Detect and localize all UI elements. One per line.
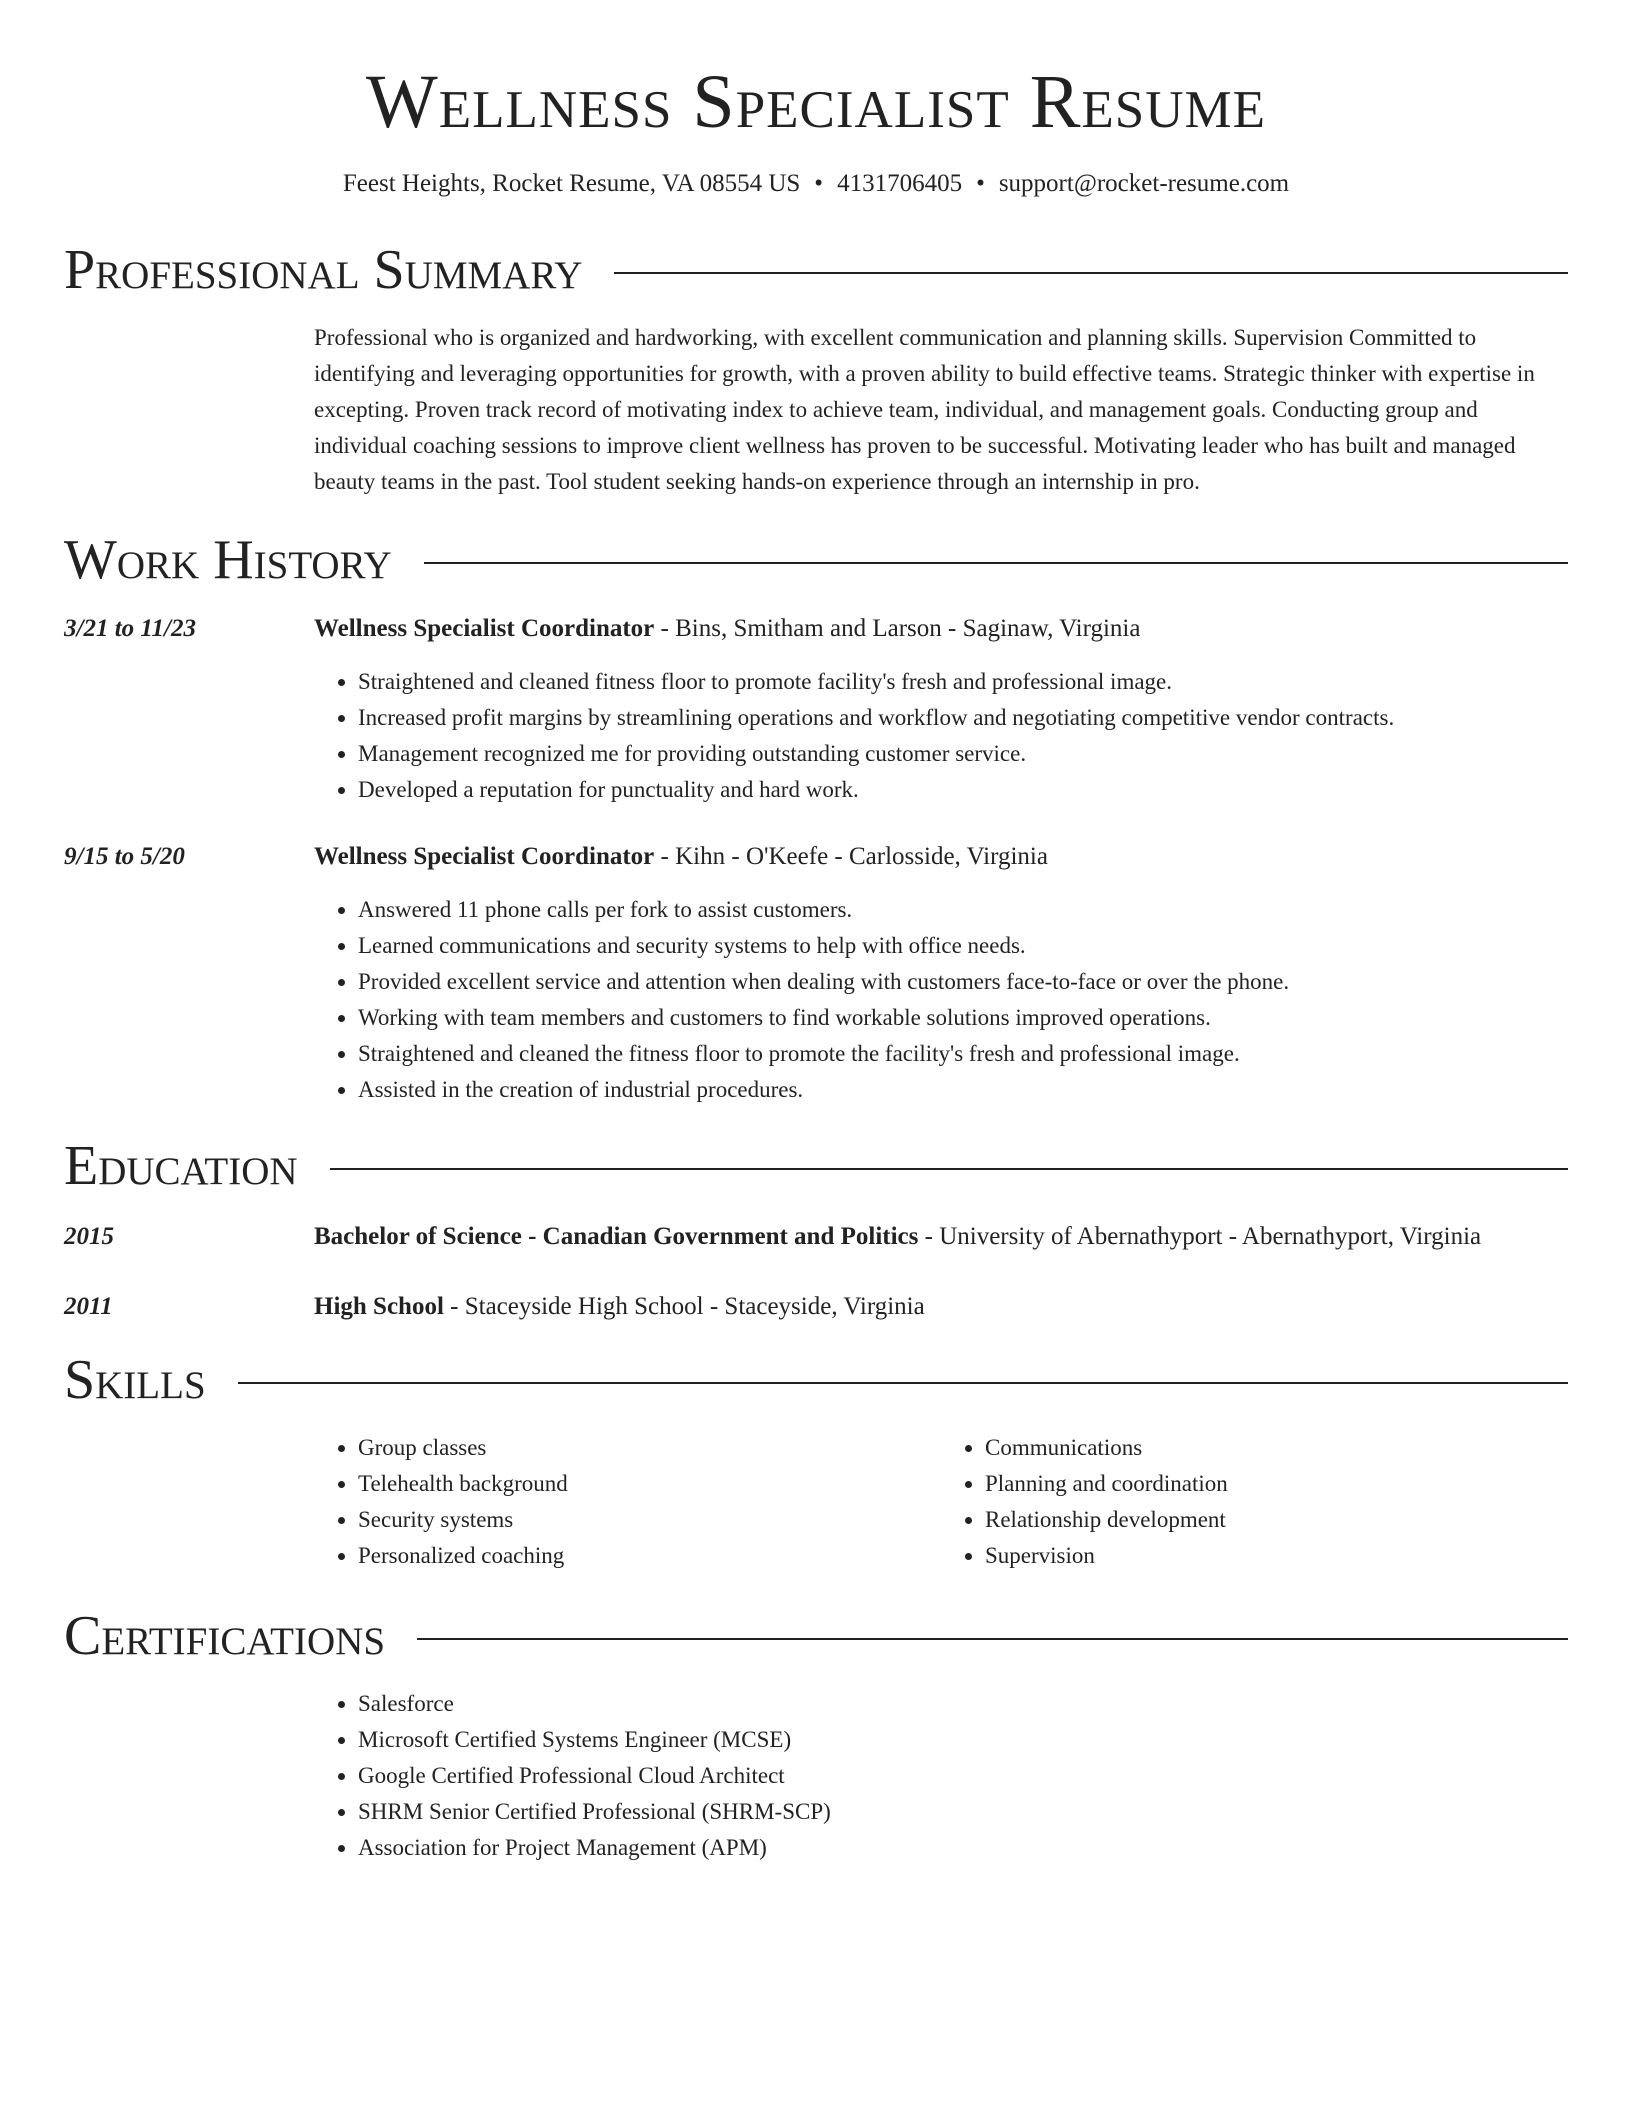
list-item: • Personalized coaching [358,1538,941,1574]
list-item: • Provided excellent service and attention when dealing with customers face-to-face or over the phone. [358,964,1568,1000]
education-heading: Education [64,1135,298,1197]
job-heading [314,612,1568,646]
job-bullets [314,664,1568,808]
job-entry [64,840,1568,1108]
skills-list-left [314,1430,941,1574]
list-item: • Association for Project Management (APM) [358,1830,1568,1866]
job-title: Wellness Specialist Coordinator [314,615,655,642]
list-item: • Group classes [358,1430,941,1466]
list-item: • Planning and coordination [985,1466,1568,1502]
summary-text: Professional who is organized and hardworking, with excellent communication and planning skills. Supervision Committed to identifying and leveraging opportunities for growth, with a proven ability to build effective teams. Strategic thinker with expertise in excepting. Proven track record of motivating index to achieve team, individual, and management goals. Conducting group and individual coaching sessions to improve client wellness has proven to be successful. Motivating leader who has built and managed beauty teams in the past. Tool student seeking hands-on experience through an internship in pro. [314,325,1535,494]
contact-line [64,170,1568,198]
job-entry [64,612,1568,808]
skills-list-right [941,1430,1568,1574]
summary-heading: Professional Summary [64,239,583,301]
section-divider [238,1382,1568,1384]
education-degree: Bachelor of Science - Canadian Government and Politics [314,1223,919,1250]
education-degree: High School [314,1293,444,1320]
list-item: • Microsoft Certified Systems Engineer (MCSE) [358,1722,1568,1758]
list-item: • SHRM Senior Certified Professional (SHRM-SCP) [358,1794,1568,1830]
list-item: • Straightened and cleaned fitness floor to promote facility's fresh and professional image. [358,664,1568,700]
list-item: • Supervision [985,1538,1568,1574]
education-entry [64,1220,1568,1254]
certifications-section-heading [64,1605,1568,1667]
job-details: - Bins, Smitham and Larson - Saginaw, Virginia [654,615,1141,642]
education-details: - University of Abernathyport - Abernathyport, Virginia [918,1223,1482,1250]
contact-address: Feest Heights, Rocket Resume, VA 08554 US [342,170,801,197]
certifications-list [314,1686,1568,1866]
list-item: • Google Certified Professional Cloud Architect [358,1758,1568,1794]
list-item: • Increased profit margins by streamlining operations and workflow and negotiating competitive vendor contracts. [358,700,1568,736]
education-year: 2015 [64,1223,114,1250]
job-dates: 3/21 to 11/23 [64,615,196,642]
contact-separator: • [814,170,824,197]
section-divider [417,1638,1568,1640]
list-item: • Straightened and cleaned the fitness floor to promote the facility's fresh and professional image. [358,1036,1568,1072]
list-item: • Learned communications and security systems to help with office needs. [358,928,1568,964]
list-item: • Assisted in the creation of industrial procedures. [358,1072,1568,1108]
summary-row [64,320,1568,500]
list-item: • Management recognized me for providing outstanding customer service. [358,736,1568,772]
list-item: • Telehealth background [358,1466,941,1502]
list-item: • Security systems [358,1502,941,1538]
section-divider [424,562,1568,564]
certifications-row [64,1686,1568,1866]
list-item: • Relationship development [985,1502,1568,1538]
contact-phone: 4131706405 [837,170,963,197]
job-details: - Kihn - O'Keefe - Carlosside, Virginia [654,843,1048,870]
section-divider [330,1168,1568,1170]
list-item: • Developed a reputation for punctuality and hard work. [358,772,1568,808]
work-heading: Work History [64,529,392,591]
skills-row [64,1430,1568,1574]
work-section-heading [64,529,1568,591]
list-item: • Communications [985,1430,1568,1466]
education-section-heading [64,1135,1568,1197]
skills-section-heading [64,1349,1568,1411]
list-item: • Salesforce [358,1686,1568,1722]
section-divider [614,272,1568,274]
summary-section-heading [64,239,1568,301]
skills-heading: Skills [64,1349,206,1411]
education-year: 2011 [64,1293,113,1320]
certifications-heading: Certifications [64,1605,386,1667]
education-entry [64,1290,1568,1324]
job-bullets [314,892,1568,1108]
list-item: • Answered 11 phone calls per fork to assist customers. [358,892,1568,928]
job-dates: 9/15 to 5/20 [64,843,185,870]
contact-email: support@rocket-resume.com [998,170,1290,197]
contact-separator: • [976,170,985,197]
list-item: • Working with team members and customers to find workable solutions improved operations. [358,1000,1568,1036]
education-details: - Staceyside High School - Staceyside, Virginia [443,1293,925,1320]
skills-grid [314,1430,1568,1574]
job-title: Wellness Specialist Coordinator [314,843,655,870]
resume-title: Wellness Specialist Resume [365,60,1267,144]
job-heading [314,840,1568,874]
